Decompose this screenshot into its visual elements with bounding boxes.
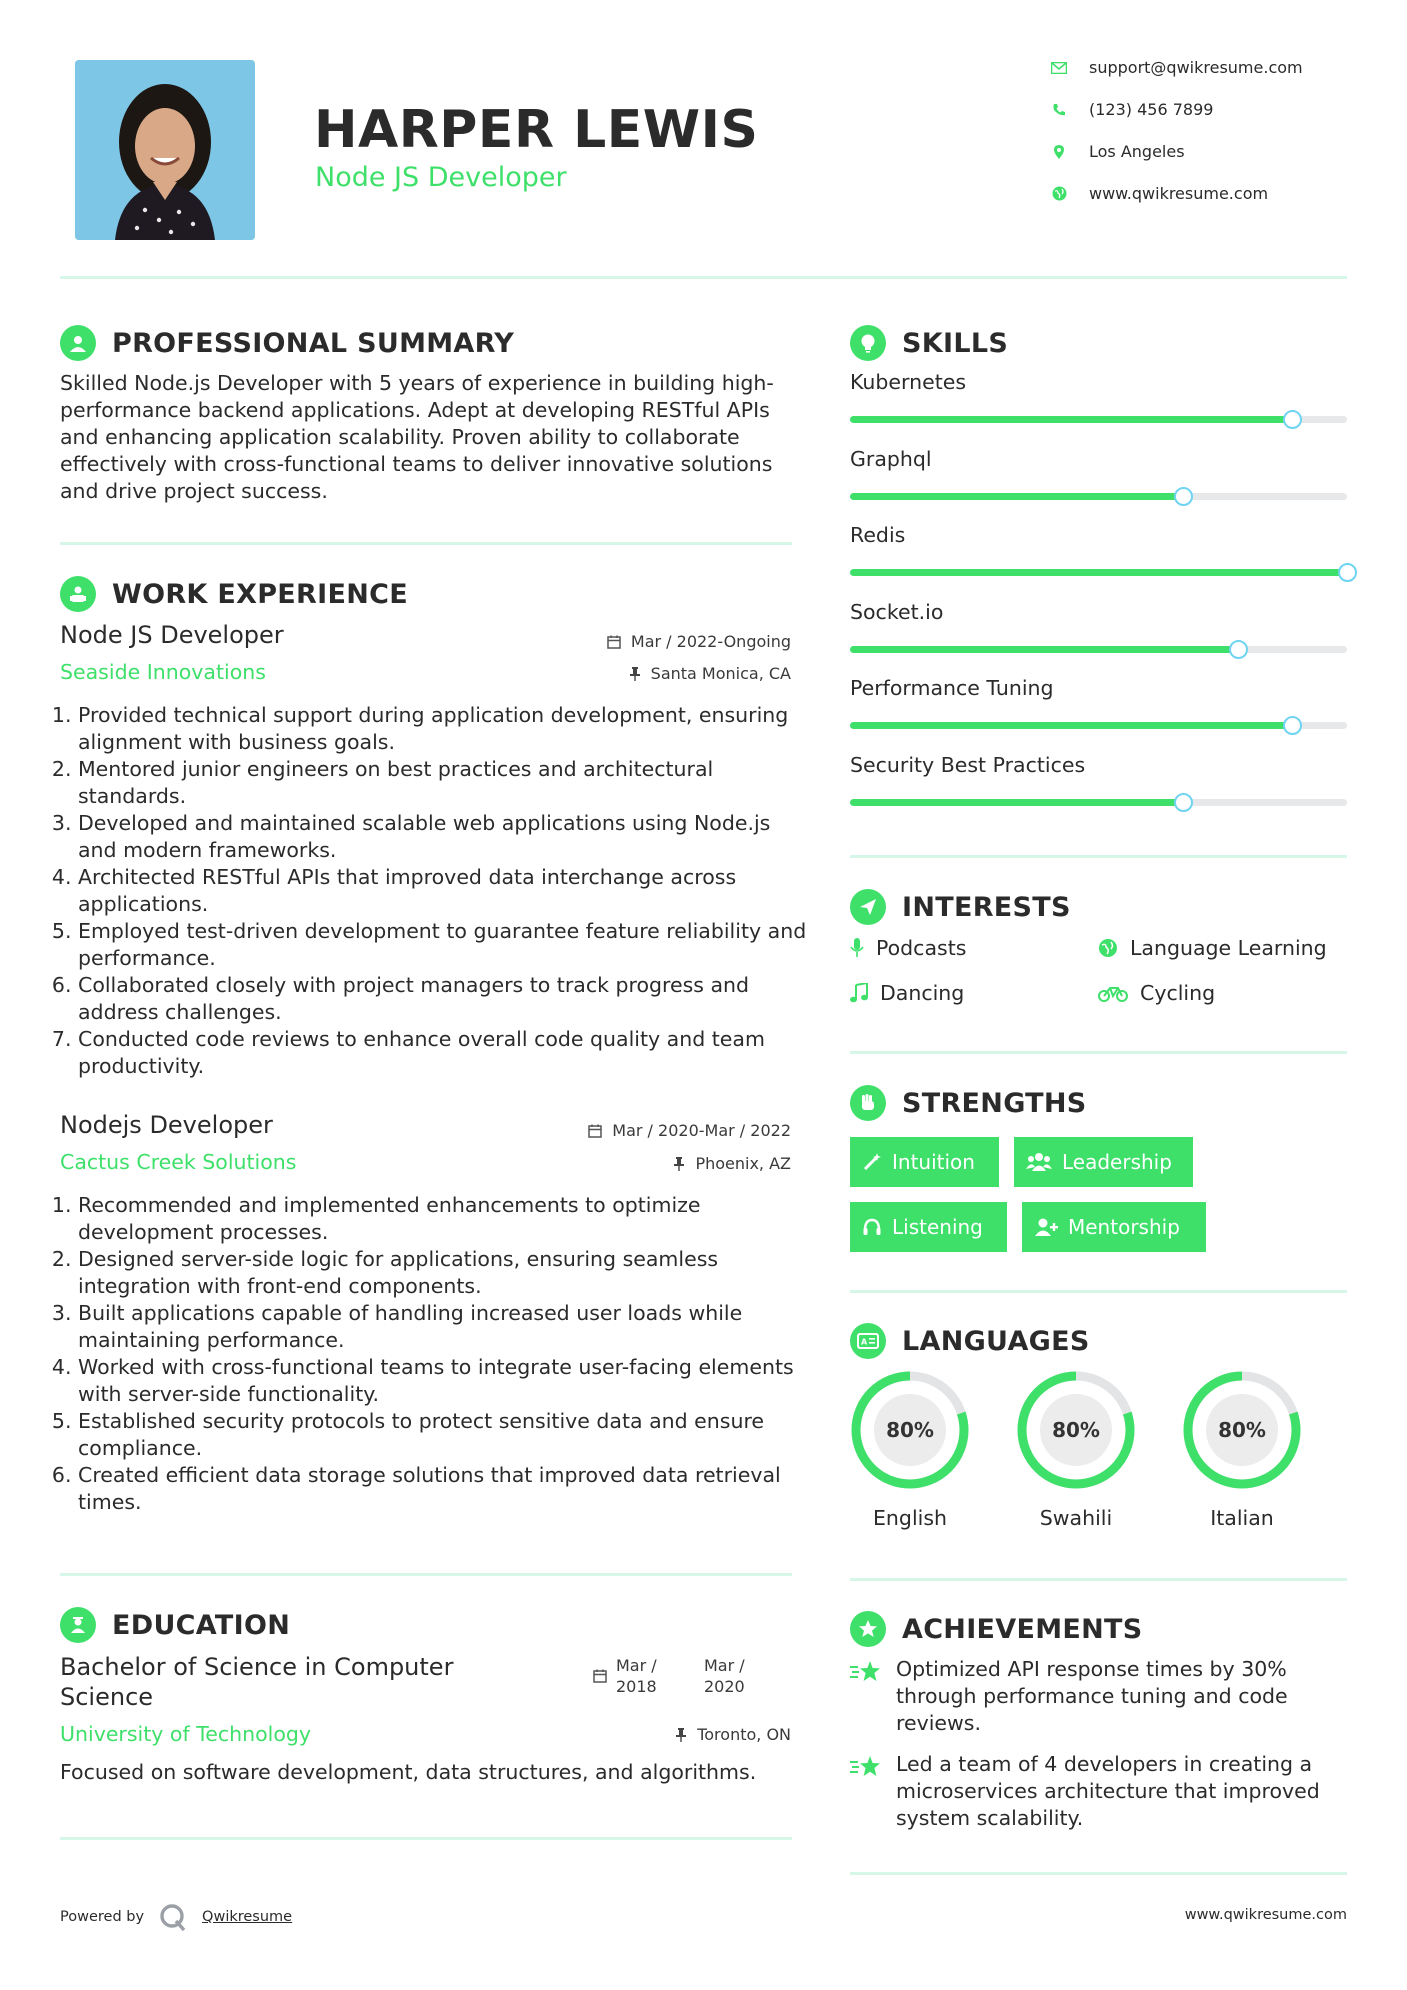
language-card-icon [850,1323,886,1359]
skill-bar [850,493,1347,500]
user-icon [60,325,96,361]
candidate-title: Node JS Developer [315,162,567,193]
strength-chip: Mentorship [1022,1202,1206,1252]
header-divider [60,276,1347,279]
job-company: Seaside Innovations [60,660,266,684]
edu-end-date: Mar / 2020 [704,1656,745,1696]
job-bullets [60,1192,808,1516]
location-text: Los Angeles [1089,142,1185,161]
summary-text: Skilled Node.js Developer with 5 years of experience in building high-performance backend applications. Adept at developing RESTful APIs and enhancing application scalability. Proven ability to collaborate effectively with cross-functional teams to deliver innovative solutions and drive project success. [60,371,774,503]
mail-icon [1051,62,1067,74]
summary-divider [60,542,792,545]
skill-bar-fill [850,799,1183,806]
education-divider [60,1837,792,1840]
magic-wand-icon [862,1152,882,1172]
skill-bar-fill [850,493,1183,500]
headphones-icon [862,1217,882,1237]
job-bullets [60,702,808,1080]
interest-item: Podcasts [850,936,966,960]
language-ring [848,1368,972,1492]
job-dates: Mar / 2020-Mar / 2022 [588,1121,791,1140]
strengths-heading: STRENGTHS [850,1085,1087,1121]
edu-start-date: Mar / 2018 [616,1656,657,1696]
briefcase-user-icon [60,576,96,612]
experience-divider [60,1573,792,1576]
skill-bar [850,416,1347,423]
lightbulb-icon [850,325,886,361]
interests-divider [850,1051,1347,1054]
pin-icon [673,1157,685,1171]
job-location: Phoenix, AZ [673,1154,791,1173]
candidate-name: HARPER LEWIS [314,100,759,160]
language-ring [1180,1368,1304,1492]
job-role: Nodejs Developer [60,1111,273,1139]
interest-item: Cycling [1098,981,1215,1005]
education-heading: EDUCATION [60,1607,290,1643]
language-name: Swahili [1039,1506,1113,1530]
music-note-icon [850,983,868,1003]
graduate-icon [60,1607,96,1643]
skill-label: Redis [850,523,906,547]
website-text: www.qwikresume.com [1089,184,1269,203]
star-icon [850,1660,882,1684]
skill-label: Graphql [850,446,932,471]
achievement-item: Optimized API response times by 30% through performance tuning and code reviews. [850,1656,1350,1737]
contact-email[interactable] [1051,58,1303,77]
strength-chip: Intuition [850,1137,999,1187]
pin-icon [675,1728,687,1742]
skill-label: Performance Tuning [850,676,1054,700]
microphone-icon [850,938,864,958]
school-name: University of Technology [60,1722,312,1746]
skill-bar-fill [850,722,1292,729]
skill-bar-knob [1283,410,1302,429]
qwikresume-logo-icon [158,1902,188,1932]
skill-bar-knob [1283,716,1302,735]
achievement-item: Led a team of 4 developers in creating a microservices architecture that improved system scalability. [850,1751,1350,1832]
language-item [1014,1368,1138,1530]
list-item: 5. Employed test-driven development to guarantee feature reliability and performance. [78,918,808,972]
strength-chip: Leadership [1014,1137,1193,1187]
skills-divider [850,855,1347,858]
list-item: 6. Created efficient data storage solutions that improved data retrieval times. [78,1462,808,1516]
language-percent: 80% [1052,1418,1100,1442]
contact-location [1051,142,1185,161]
interests-heading: INTERESTS [850,889,1071,925]
user-plus-icon [1034,1217,1058,1237]
skill-bar-knob [1338,563,1357,582]
skill-bar-fill [850,569,1347,576]
paper-plane-icon [850,889,886,925]
bicycle-icon [1098,984,1128,1002]
skill-bar-knob [1174,793,1193,812]
list-item: 2. Designed server-side logic for applications, ensuring seamless integration with front-end components. [78,1246,808,1300]
phone-text: (123) 456 7899 [1089,100,1214,119]
list-item: 2. Mentored junior engineers on best practices and architectural standards. [78,756,808,810]
skills-heading: SKILLS [850,325,1008,361]
language-item [848,1368,972,1530]
skill-label: Socket.io [850,599,944,624]
calendar-icon [593,1669,607,1683]
summary-heading: PROFESSIONAL SUMMARY [60,325,514,361]
language-name: English [872,1506,948,1530]
portrait-icon [75,60,255,240]
contact-phone[interactable] [1051,100,1213,119]
job-dates: Mar / 2022-Ongoing [607,632,791,651]
star-icon [850,1755,882,1779]
list-item: 4. Architected RESTful APIs that improved data interchange across applications. [78,864,808,918]
contact-website[interactable] [1051,184,1268,203]
skill-bar [850,799,1347,806]
skill-bar [850,722,1347,729]
interest-item: Dancing [850,981,964,1005]
qwikresume-link[interactable]: Qwikresume [202,1909,293,1925]
language-item [1180,1368,1304,1530]
edu-description: Focused on software development, data structures, and algorithms. [60,1760,757,1784]
language-ring [1014,1368,1138,1492]
skill-bar [850,569,1347,576]
footer-powered: Powered by Qwikresume [60,1902,292,1932]
job-location: Santa Monica, CA [629,664,791,683]
language-percent: 80% [886,1418,934,1442]
star-badge-icon [850,1611,886,1647]
map-pin-icon [1051,145,1067,159]
calendar-icon [607,635,621,649]
skill-bar-knob [1229,640,1248,659]
edu-location: Toronto, ON [675,1725,791,1744]
job-company: Cactus Creek Solutions [60,1150,297,1174]
skill-bar [850,646,1347,653]
achievements-heading: ACHIEVEMENTS [850,1611,1143,1647]
email-text: support@qwikresume.com [1089,58,1303,77]
list-item: 3. Built applications capable of handling increased user loads while maintaining performance. [78,1300,808,1354]
phone-icon [1051,103,1067,117]
skill-bar-fill [850,646,1238,653]
calendar-icon [588,1124,602,1138]
skill-label: Security Best Practices [850,752,1086,777]
skill-label: Kubernetes [850,370,967,394]
languages-heading: A LANGUAGES [850,1323,1090,1359]
profile-photo [75,60,255,240]
languages-divider [850,1578,1347,1581]
skill-bar-knob [1174,487,1193,506]
list-item: 5. Established security protocols to protect sensitive data and ensure compliance. [78,1408,808,1462]
globe-icon [1051,186,1067,201]
strengths-divider [850,1290,1347,1293]
users-icon [1026,1152,1052,1172]
language-name: Italian [1210,1506,1274,1530]
svg-text:A: A [861,1337,868,1347]
skill-bar-fill [850,416,1292,423]
list-item: 7. Conducted code reviews to enhance overall code quality and team productivity. [78,1026,808,1080]
list-item: 6. Collaborated closely with project managers to track progress and address challenges. [78,972,808,1026]
interest-item: Language Learning [1098,936,1327,960]
achievements-divider [850,1872,1347,1875]
pin-icon [629,667,641,681]
experience-heading: WORK EXPERIENCE [60,576,408,612]
globe-icon [1098,938,1118,958]
fist-icon [850,1085,886,1121]
footer-website[interactable]: www.qwikresume.com [1184,1907,1347,1923]
degree-title: Bachelor of Science in Computer Science [60,1653,454,1711]
list-item: 4. Worked with cross-functional teams to integrate user-facing elements with server-side functionality. [78,1354,808,1408]
list-item: 3. Developed and maintained scalable web applications using Node.js and modern frameworks. [78,810,808,864]
language-percent: 80% [1218,1418,1266,1442]
strength-chip: Listening [850,1202,1007,1252]
list-item: 1. Recommended and implemented enhancements to optimize development processes. [78,1192,808,1246]
list-item: 1. Provided technical support during application development, ensuring alignment with business goals. [78,702,808,756]
job-role: Node JS Developer [60,621,284,649]
